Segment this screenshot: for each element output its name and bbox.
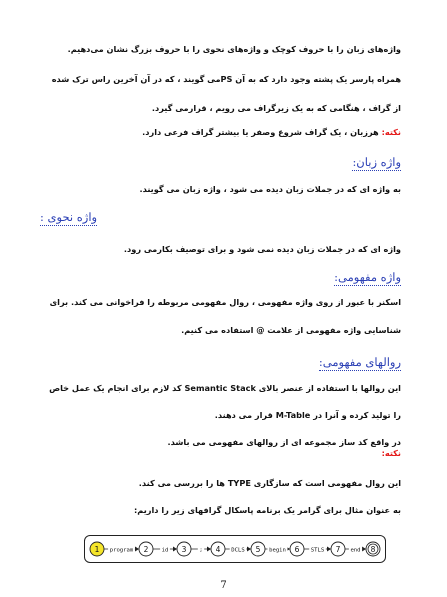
paragraph-line: در واقع کد ساز مجموعه ای از روالهای مفهومی می باشد. [167,437,401,447]
arrow-head-icon [207,547,211,552]
arrow-head-icon [247,547,251,552]
graph-edge-label: program [109,547,134,554]
paragraph-line: اسکنر با عبور از روی واژه مفهومی ، روال مفهومی مربوطه را فراخوانی می کند. برای [49,297,401,307]
arrow-head-icon [327,547,331,552]
graph-node-label: 5 [255,545,261,554]
graph-node-label: 3 [181,545,187,554]
graph-edge-label: STLS [310,547,325,554]
heading-syntax-word: واژه نحوی : [40,210,98,224]
graph-edge-label: begin [269,547,286,554]
note-line [142,127,401,137]
heading-semantic-routines: روالهای مفهومی: [318,355,401,369]
graph-node-label: 2 [143,545,149,554]
note-text: هرزبان ، یک گراف شروع وصفر یا بیشتر گراف فرعی دارد. [142,127,382,137]
heading-language-word: واژه زبان: [352,155,401,169]
graph-node-label: 8 [370,545,376,554]
note-label: نکته: [381,127,401,137]
paragraph-line: از گراف ، هنگامی که به یک زیرگراف می رویم ، قرارمی گیرد. [151,103,401,113]
paragraph-line: شناسایی واژه مفهومی از علامت @ استفاده می کنیم. [181,325,401,335]
paragraph-line: این روالها با استفاده از عنصر بالای Semantic Stack کد لازم برای انجام یک عمل خاص [49,383,401,393]
graph-edge-label: DCLS [231,547,245,554]
graph-node-label: 7 [335,545,341,554]
paragraph-line: به عنوان مثال برای گرامر یک برنامه پاسکال گرافهای زیر را داریم: [134,505,401,515]
paragraph-line: واژه‌های زبان را با حروف کوچک و واژه‌های نحوی را با حروف بزرگ نشان می‌دهیم. [67,44,401,54]
graph-node-label: 1 [94,545,100,554]
paragraph-line: واژه ای که در جملات زبان دیده نمی شود و برای توصیف بکارمی رود. [123,244,401,254]
heading-semantic-word: واژه مفهومی: [334,270,401,284]
syntax-graph-diagram [84,535,386,563]
graph-edge-label: ; [199,547,203,554]
paragraph-line: همراه پارسر یک پشته وجود دارد که به آن PSمی گویند ، که در آن آخرین راس ترک شده [51,74,401,84]
graph-edge-label: id [161,547,169,554]
paragraph-line: این روال مفهومی است که سازگاری TYPE ها را بررسی می کند. [138,478,401,488]
arrow-head-icon [362,547,366,552]
arrow-head-icon [173,547,177,552]
graph-node-label: 6 [294,545,300,554]
paragraph-line: به واژه ای که در جملات زبان دیده می شود ، واژه زبان می گویند. [139,184,401,194]
paragraph-line: را تولید کرده و آنرا در M-Table قرار می دهند. [214,410,401,420]
note-label: نکته: [381,448,401,458]
graph-node-label: 4 [215,545,221,554]
syntax-graph-svg [85,536,385,562]
arrow-head-icon [135,547,139,552]
graph-edge-label: end [350,547,361,554]
page-number: 7 [220,580,227,591]
